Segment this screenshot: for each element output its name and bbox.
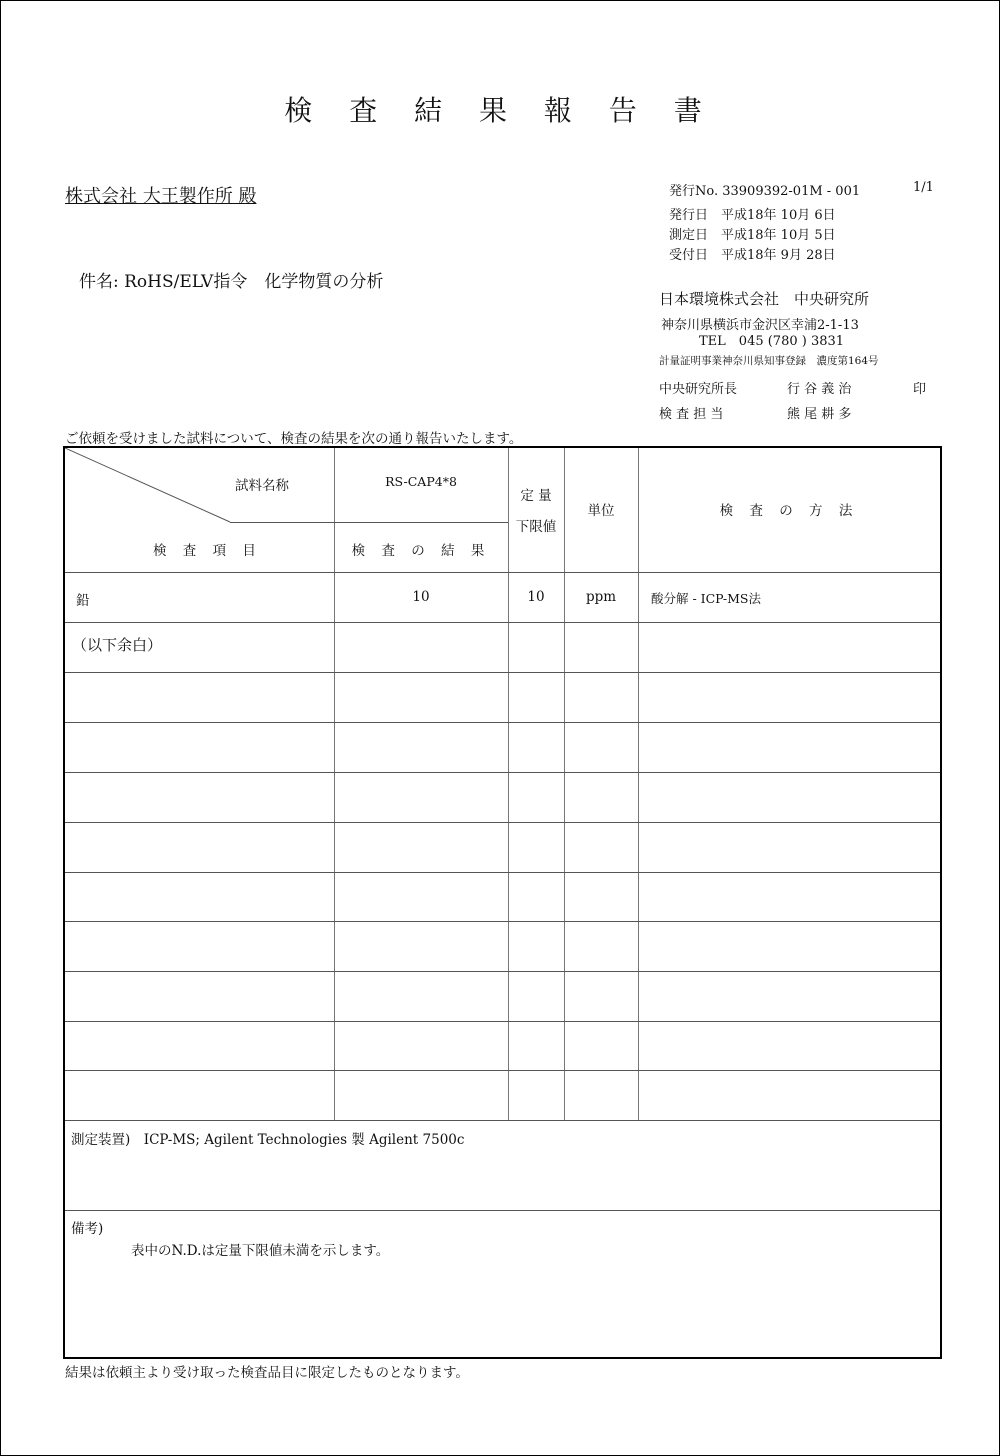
row-line <box>65 1070 940 1071</box>
client-name: 株式会社 大王製作所 殿 <box>65 186 257 207</box>
row-line <box>65 921 940 922</box>
header-result: 検 査 の 結 果 <box>351 543 491 559</box>
col-line-method <box>638 448 639 1120</box>
remarks-text: 表中のN.D.は定量下限値未満を示します。 <box>131 1243 390 1259</box>
row-line <box>65 1120 940 1121</box>
header-sample-name: 試料名称 <box>235 478 289 494</box>
receive-date: 受付日 平成18年 9月 28日 <box>669 248 836 263</box>
row-line <box>65 872 940 873</box>
header-limit-line2: 下限値 <box>515 519 557 535</box>
results-table <box>63 446 942 1359</box>
issue-number: 発行No. 33909392-01M - 001 <box>669 184 861 199</box>
row-line <box>65 672 940 673</box>
subject-line: 件名: RoHS/ELV指令 化学物質の分析 <box>79 272 384 292</box>
header-split-line <box>230 522 508 523</box>
row-line <box>65 971 940 972</box>
header-diagonal <box>65 448 235 524</box>
row-result: 10 <box>412 589 430 605</box>
inspector-name: 熊 尾 耕 多 <box>787 407 852 422</box>
inspector-role: 検 査 担 当 <box>659 407 724 422</box>
equipment-note: 測定装置) ICP-MS; Agilent Technologies 製 Agilent 7500c <box>71 1132 465 1148</box>
intro-text: ご依頼を受けました試料について、検査の結果を次の通り報告いたします。 <box>65 431 523 447</box>
lab-registration: 計量証明事業神奈川県知事登録 濃度第164号 <box>659 355 879 367</box>
row-line <box>65 822 940 823</box>
row-unit: ppm <box>585 589 617 605</box>
row-limit: 10 <box>527 589 545 605</box>
seal-mark: 印 <box>913 382 927 397</box>
report-title: 検 査 結 果 報 告 書 <box>284 94 716 127</box>
row-method: 酸分解 - ICP-MS法 <box>651 591 761 606</box>
director-role: 中央研究所長 <box>659 382 738 397</box>
footer-note: 結果は依頼主より受け取った検査品目に限定したものとなります。 <box>65 1365 469 1381</box>
measure-date: 測定日 平成18年 10月 5日 <box>669 228 836 243</box>
row-line <box>65 722 940 723</box>
director-name: 行 谷 義 治 <box>787 382 852 397</box>
row-line <box>65 622 940 623</box>
header-item: 検 査 項 目 <box>153 543 262 559</box>
page-count: 1/1 <box>913 180 934 195</box>
row-line <box>65 772 940 773</box>
remarks-label: 備考) <box>71 1221 104 1237</box>
col-line-limit <box>508 448 509 1120</box>
issue-date: 発行日 平成18年 10月 6日 <box>669 208 836 223</box>
header-unit: 単位 <box>587 503 615 519</box>
col-line-unit <box>564 448 565 1120</box>
sample-id: RS-CAP4*8 <box>385 474 457 489</box>
lab-address: 神奈川県横浜市金沢区幸浦2-1-13 <box>661 318 859 333</box>
lab-tel: TEL 045 (780 ) 3831 <box>699 334 845 349</box>
row-line <box>65 572 940 573</box>
header-method: 検 査 の 方 法 <box>719 503 859 519</box>
lab-name: 日本環境株式会社 中央研究所 <box>659 290 870 308</box>
row-item: （以下余白） <box>72 636 163 654</box>
header-limit-line1: 定 量 <box>520 488 552 504</box>
row-line <box>65 1021 940 1022</box>
row-line <box>65 1210 940 1211</box>
row-item: 鉛 <box>76 593 90 609</box>
